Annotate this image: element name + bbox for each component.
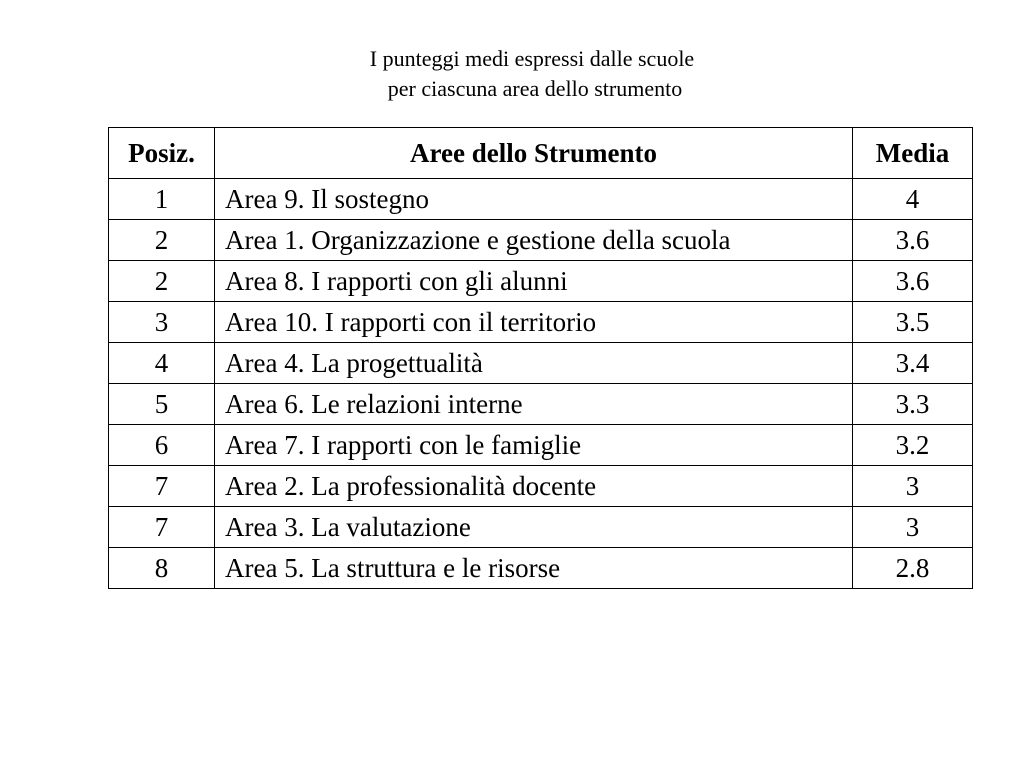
cell-media: 3.4 (853, 343, 973, 384)
cell-position: 2 (109, 261, 215, 302)
table-row (109, 261, 973, 302)
table-row (109, 425, 973, 466)
cell-area: Area 8. I rapporti con gli alunni (215, 261, 853, 302)
cell-area: Area 4. La progettualità (215, 343, 853, 384)
cell-position: 3 (109, 302, 215, 343)
cell-area: Area 7. I rapporti con le famiglie (215, 425, 853, 466)
cell-area: Area 2. La professionalità docente (215, 466, 853, 507)
cell-media: 3 (853, 466, 973, 507)
cell-area: Area 9. Il sostegno (215, 179, 853, 220)
table-row (109, 302, 973, 343)
cell-position: 4 (109, 343, 215, 384)
cell-area: Area 1. Organizzazione e gestione della scuola (215, 220, 853, 261)
table-row (109, 384, 973, 425)
cell-media: 3 (853, 507, 973, 548)
header-position: Posiz. (109, 128, 215, 179)
cell-position: 7 (109, 507, 215, 548)
cell-position: 5 (109, 384, 215, 425)
cell-media: 3.3 (853, 384, 973, 425)
cell-position: 2 (109, 220, 215, 261)
cell-position: 7 (109, 466, 215, 507)
page-title (0, 44, 1024, 104)
cell-area: Area 5. La struttura e le risorse (215, 548, 853, 589)
scores-table (108, 127, 973, 589)
cell-position: 6 (109, 425, 215, 466)
cell-area: Area 3. La valutazione (215, 507, 853, 548)
cell-media: 3.6 (853, 220, 973, 261)
header-media: Media (853, 128, 973, 179)
title-line-1: I punteggi medi espressi dalle scuole (369, 46, 695, 71)
cell-media: 3.5 (853, 302, 973, 343)
table-row (109, 220, 973, 261)
cell-media: 3.2 (853, 425, 973, 466)
table-row (109, 179, 973, 220)
header-area: Aree dello Strumento (215, 128, 853, 179)
cell-area: Area 6. Le relazioni interne (215, 384, 853, 425)
cell-media: 2.8 (853, 548, 973, 589)
table-row (109, 548, 973, 589)
cell-area: Area 10. I rapporti con il territorio (215, 302, 853, 343)
table-header-row (109, 128, 973, 179)
cell-media: 3.6 (853, 261, 973, 302)
cell-position: 8 (109, 548, 215, 589)
cell-media: 4 (853, 179, 973, 220)
table-row (109, 507, 973, 548)
cell-position: 1 (109, 179, 215, 220)
title-line-2: per ciascuna area dello strumento (387, 76, 683, 101)
table-row (109, 343, 973, 384)
table-row (109, 466, 973, 507)
